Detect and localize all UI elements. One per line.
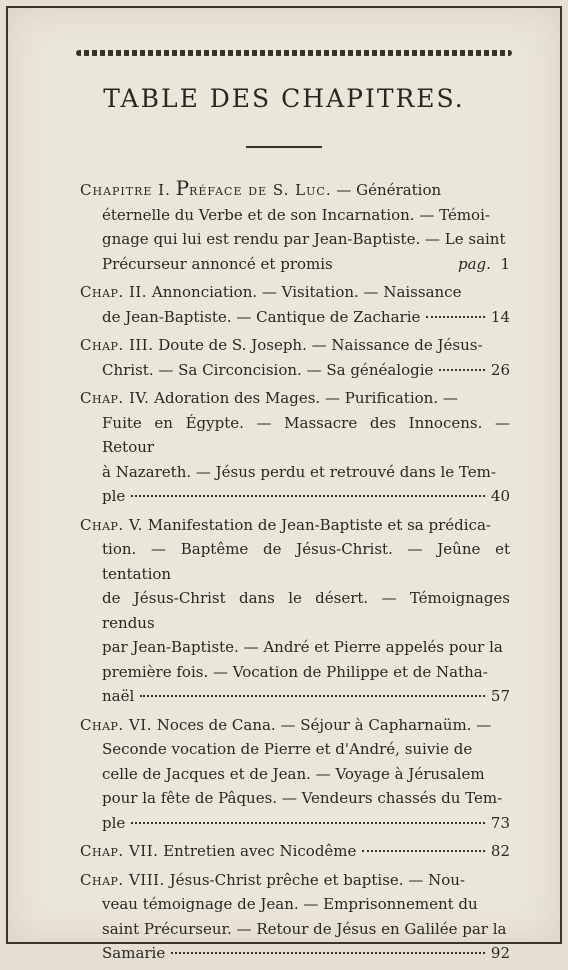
book-page <box>6 6 562 962</box>
page-number: 92 <box>490 944 510 962</box>
entry-text: Précurseur annoncé et promis <box>102 254 333 273</box>
chapter-label: Chap. V. <box>80 515 143 534</box>
chapter-label: Chap. II. <box>80 283 148 301</box>
entry-text: Seconde vocation de Pierre et d'André, suivie de <box>102 740 473 758</box>
entry-text: Jésus-Christ prêche et baptise. — Nou- <box>169 870 465 889</box>
chapter-heading: réface de S. Luc. <box>189 181 332 199</box>
entry-text: ple <box>102 813 126 832</box>
page-number: 40 <box>490 487 510 505</box>
toc-entry <box>80 868 510 966</box>
entry-text: Christ. — Sa Circoncision. — Sa généalogie <box>102 360 434 379</box>
title-underline <box>246 146 322 148</box>
chapter-label: Chap. VI. <box>80 715 152 734</box>
entry-text: naël <box>102 687 135 705</box>
entry-text: Manifestation de Jean-Baptiste et sa prédica- <box>147 515 491 534</box>
page-number: 57 <box>490 687 510 705</box>
entry-text: Doute de S. Joseph. — Naissance de Jésus- <box>158 336 483 354</box>
page-prefix: pag. <box>457 254 491 273</box>
entry-text: ple <box>102 487 126 505</box>
toc-entry <box>80 839 510 864</box>
entry-text: saint Précurseur. — Retour de Jésus en Galilée par la <box>102 919 507 938</box>
toc-entry <box>80 176 510 276</box>
entry-text: celle de Jacques et de Jean. — Voyage à Jérusalem <box>102 764 485 783</box>
entry-text: Fuite en Égypte. — Massacre des Innocens. — Retour <box>102 413 510 456</box>
entry-text: de Jésus-Christ dans le désert. — Témoignages rendus <box>102 589 510 632</box>
page-number: 26 <box>490 360 510 379</box>
page-number: 14 <box>490 307 510 326</box>
leader-line <box>80 305 510 330</box>
page-title: TABLE DES CHAPITRES. <box>103 84 465 113</box>
entry-text: — Génération <box>336 181 442 199</box>
ornamental-rule <box>76 50 512 56</box>
chapter-label: Chap. VIII. <box>80 870 165 889</box>
entry-text: Adoration des Mages. — Purification. — <box>154 389 458 407</box>
entry-text: tion. — Baptême de Jésus-Christ. — Jeûne et tentation <box>102 540 510 583</box>
page-number: 1 <box>500 254 510 273</box>
chapter-label: Chap. IV. <box>80 389 150 407</box>
toc-entry <box>80 513 510 709</box>
entry-text: éternelle du Verbe et de son Incarnation. — Témoi- <box>102 205 490 224</box>
chapter-label: Chapitre I. <box>80 181 171 199</box>
chapter-label: Chap. VII. <box>80 842 159 860</box>
page-number: 82 <box>490 842 510 860</box>
leader-line <box>80 684 510 709</box>
entry-text: de Jean-Baptiste. — Cantique de Zacharie <box>102 307 421 326</box>
drop-letter: P <box>175 176 190 200</box>
entry-text: Annonciation. — Visitation. — Naissance <box>151 283 462 301</box>
entry-text: première fois. — Vocation de Philippe et de Natha- <box>102 662 488 681</box>
leader-line <box>80 358 510 383</box>
entry-text: Noces de Cana. — Séjour à Capharnaüm. — <box>156 715 492 734</box>
leader-line <box>80 252 510 277</box>
entry-text: Samarie <box>102 944 166 962</box>
toc-entry <box>80 280 510 329</box>
toc-entry <box>80 713 510 836</box>
entry-text: gnage qui lui est rendu par Jean-Baptiste. — Le saint <box>102 230 506 248</box>
leader-line <box>80 484 510 509</box>
entry-text: veau témoignage de Jean. — Emprisonnement du <box>102 895 478 913</box>
toc-entry <box>80 333 510 382</box>
entry-text: Entretien avec Nicodême <box>163 842 357 860</box>
leader-line <box>80 811 510 836</box>
entry-text: pour la fête de Pâques. — Vendeurs chassés du Tem- <box>102 789 503 807</box>
toc-entry <box>80 386 510 509</box>
chapter-label: Chap. III. <box>80 336 154 354</box>
entry-text: par Jean-Baptiste. — André et Pierre appelés pour la <box>102 638 503 656</box>
leader-line <box>80 941 510 966</box>
table-of-contents <box>80 176 510 970</box>
page-number: 73 <box>490 813 510 832</box>
entry-text: à Nazareth. — Jésus perdu et retrouvé dans le Tem- <box>102 462 496 481</box>
